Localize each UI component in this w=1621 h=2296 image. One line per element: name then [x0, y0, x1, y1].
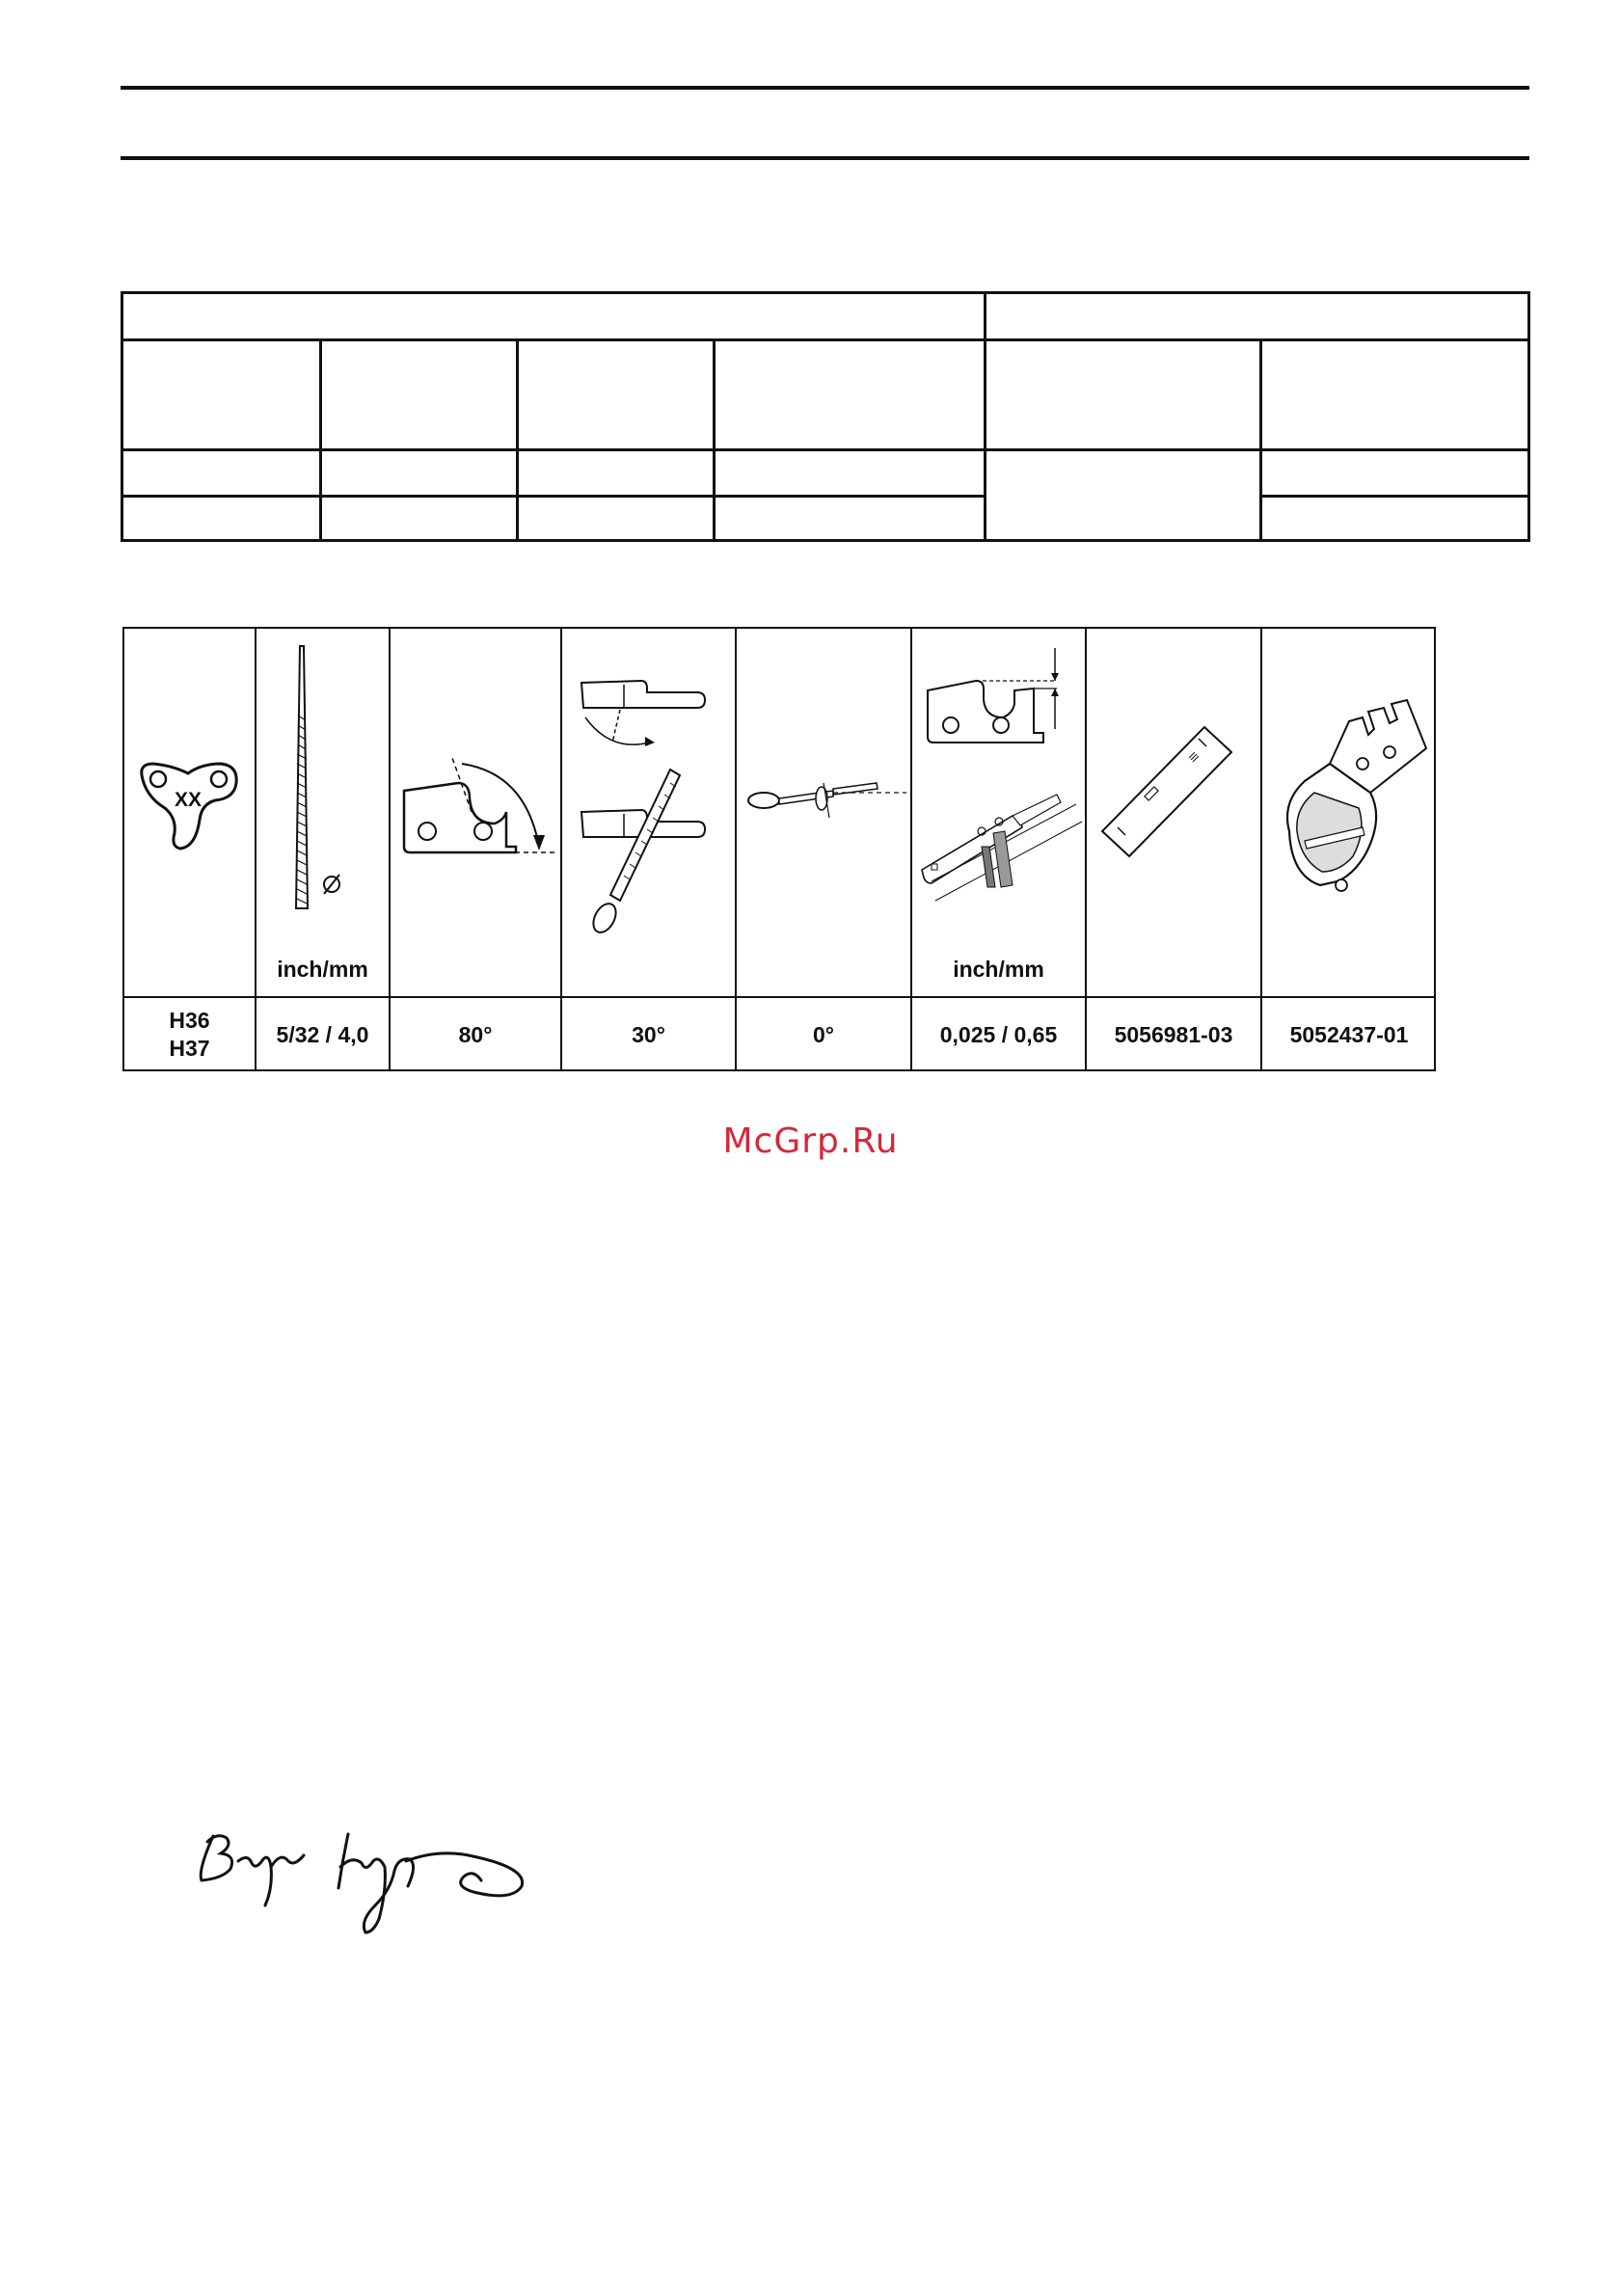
top-plate-angle-illustration: [391, 629, 560, 996]
header-rule-top: [121, 86, 1529, 90]
depth-gauge-tool-part-number: 5052437-01: [1289, 1021, 1409, 1047]
header-rule-bottom: [121, 156, 1529, 160]
file-tilt-angle-value: 0°: [813, 1021, 834, 1047]
spec-table-vline: [516, 338, 519, 539]
spec-table-vline: [984, 294, 986, 539]
spec-table-hline: [123, 495, 984, 498]
spec-table-hline: [123, 448, 1527, 451]
spec-table: [121, 291, 1530, 542]
spec-table-vline: [1259, 338, 1262, 539]
cutter-label: XX: [174, 789, 203, 811]
depth-gauge-unit: inch/mm: [953, 957, 1044, 982]
file-tilt-illustration: [737, 629, 910, 996]
file-diameter-value: 5/32 / 4,0: [276, 1021, 369, 1047]
depth-gauge-tool-illustration: [1262, 629, 1436, 996]
depth-gauge-illustration: [912, 629, 1085, 996]
chain-type-text: H36 H37: [169, 1008, 210, 1061]
file-gauge-illustration: [1087, 629, 1260, 996]
round-file-illustration: [257, 629, 389, 996]
side-plate-angle-illustration: [562, 629, 735, 996]
chain-type-value: [124, 998, 255, 1071]
top-plate-angle-value: 80°: [458, 1021, 493, 1047]
spec-table-hline: [123, 338, 1527, 341]
file-diameter-unit: inch/mm: [277, 957, 368, 982]
spec-table-vline: [319, 338, 322, 539]
file-gauge-part-number: 5056981-03: [1114, 1021, 1233, 1047]
spec-table-hline: [1259, 495, 1527, 498]
sharpening-table: [122, 627, 1436, 1071]
cutter-link-illustration: [124, 629, 255, 996]
side-plate-angle-value: 30°: [632, 1021, 665, 1047]
spec-table-vline: [713, 338, 716, 539]
watermark: McGrp.Ru: [722, 1121, 899, 1161]
depth-gauge-setting-value: 0,025 / 0,65: [939, 1021, 1058, 1047]
signature: [188, 1813, 554, 1958]
